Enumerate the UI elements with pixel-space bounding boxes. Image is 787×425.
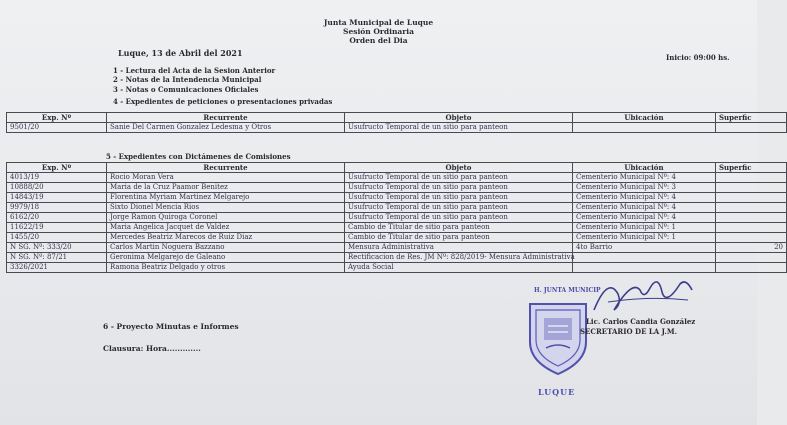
table-row (7, 233, 787, 243)
cell-exp: 9501/20 (7, 123, 107, 133)
col-header-objeto: Objeto (345, 113, 573, 123)
cell-objeto: Cambio de Titular de sitio para panteon (345, 223, 573, 233)
agenda-item-3: 3 - Notas o Comunicaciones Oficiales (113, 85, 259, 94)
cell-objeto: Usufructo Temporal de un sitio para panteon (345, 203, 573, 213)
cell-exp: 11622/19 (7, 223, 107, 233)
cell-objeto: Rectificacion de Res. JM Nº: 828/2019- Mensura Administrativa (345, 253, 573, 263)
table-row (7, 123, 787, 133)
cell-recurrente: Sanie Del Carmen Gonzalez Ledesma y Otros (107, 123, 345, 133)
cell-recurrente: Ramona Beatriz Delgado y otros (107, 263, 345, 273)
table-row (7, 183, 787, 193)
cell-ubicacion: 4to Barrio (573, 243, 716, 253)
cell-exp: 4013/19 (7, 173, 107, 183)
col-header-superficie: Superfic (716, 113, 787, 123)
section-6-title: 6 - Proyecto Minutas e Informes (103, 322, 239, 331)
cell-superficie (716, 253, 787, 263)
cell-recurrente: Sixto Dionel Mencia Rios (107, 203, 345, 213)
table-row (7, 173, 787, 183)
cell-objeto: Usufructo Temporal de un sitio para panteon (345, 193, 573, 203)
col-header-ubicacion: Ubicación (573, 113, 716, 123)
cell-recurrente: Jorge Ramon Quiroga Coronel (107, 213, 345, 223)
cell-superficie (716, 123, 787, 133)
table-row (7, 203, 787, 213)
cell-superficie (716, 213, 787, 223)
cell-superficie (716, 183, 787, 193)
stamp-label: H. JUNTA MUNICIP (534, 287, 601, 294)
cell-ubicacion: Cementerio Municipal Nº: 4 (573, 173, 716, 183)
cell-objeto: Ayuda Social (345, 263, 573, 273)
table-header-row (7, 163, 787, 173)
stamp-city: LUQUE (538, 387, 576, 397)
table-row (7, 213, 787, 223)
cell-ubicacion: Cementerio Municipal Nº: 1 (573, 233, 716, 243)
cell-exp: 6162/20 (7, 213, 107, 223)
header-line-2: Sesión Ordinaria (343, 27, 414, 36)
cell-recurrente: Geronima Melgarejo de Galeano (107, 253, 345, 263)
cell-exp: 9979/18 (7, 203, 107, 213)
section-5-title: 5 - Expedientes con Dictámenes de Comisiones (106, 152, 291, 161)
cell-objeto: Usufructo Temporal de un sitio para panteon (345, 183, 573, 193)
cell-recurrente: Maria Angelica Jacquet de Valdez (107, 223, 345, 233)
cell-exp: 3326/2021 (7, 263, 107, 273)
table-row (7, 193, 787, 203)
table-commission-rulings (6, 162, 787, 273)
col-header-recurrente: Recurrente (107, 163, 345, 173)
cell-superficie: 20 (716, 243, 787, 253)
header-line-1: Junta Municipal de Luque (323, 18, 434, 27)
cell-objeto: Usufructo Temporal de un sitio para panteon (345, 213, 573, 223)
cell-objeto: Mensura Administrativa (345, 243, 573, 253)
col-header-superficie: Superfic (716, 163, 787, 173)
cell-recurrente: Mercedes Beatriz Marecos de Ruiz Diaz (107, 233, 345, 243)
cell-exp: N SG. Nº: 333/20 (7, 243, 107, 253)
table-private-petitions (6, 112, 787, 133)
col-header-exp: Exp. Nº (7, 113, 107, 123)
cell-ubicacion: Cementerio Municipal Nº: 4 (573, 193, 716, 203)
closing-time: Clausura: Hora............. (103, 344, 201, 353)
cell-exp: 10888/20 (7, 183, 107, 193)
cell-recurrente: Florentina Myriam Martinez Melgarejo (107, 193, 345, 203)
cell-superficie (716, 263, 787, 273)
col-header-exp: Exp. Nº (7, 163, 107, 173)
agenda-item-4: 4 - Expedientes de peticiones o presentaciones privadas (113, 97, 333, 106)
col-header-recurrente: Recurrente (107, 113, 345, 123)
cell-superficie (716, 173, 787, 183)
cell-exp: 1455/20 (7, 233, 107, 243)
cell-exp: N SG. Nº: 87/21 (7, 253, 107, 263)
cell-recurrente: Rocio Moran Vera (107, 173, 345, 183)
cell-ubicacion: Cementerio Municipal Nº: 4 (573, 213, 716, 223)
start-time: Inicio: 09:00 hs. (666, 53, 730, 62)
cell-ubicacion: Cementerio Municipal Nº: 4 (573, 203, 716, 213)
cell-ubicacion: Cementerio Municipal Nº: 3 (573, 183, 716, 193)
cell-superficie (716, 203, 787, 213)
table-row (7, 223, 787, 233)
signatory-title: SECRETARIO DE LA J.M. (580, 327, 678, 336)
cell-recurrente: Maria de la Cruz Paamor Benitez (107, 183, 345, 193)
table-row (7, 243, 787, 253)
table-row (7, 253, 787, 263)
cell-ubicacion (573, 253, 716, 263)
cell-objeto: Usufructo Temporal de un sitio para panteon (345, 123, 573, 133)
cell-superficie (716, 233, 787, 243)
agenda-item-1: 1 - Lectura del Acta de la Sesion Anterior (113, 66, 276, 75)
col-header-objeto: Objeto (345, 163, 573, 173)
table-header-row (7, 113, 787, 123)
header-line-3: Orden del Dia (349, 36, 408, 45)
cell-ubicacion: Cementerio Municipal Nº: 1 (573, 223, 716, 233)
cell-exp: 14843/19 (7, 193, 107, 203)
cell-objeto: Usufructo Temporal de un sitio para panteon (345, 173, 573, 183)
cell-recurrente: Carlos Martin Noguera Bazzano (107, 243, 345, 253)
cell-superficie (716, 223, 787, 233)
cell-objeto: Cambio de Titular de sitio para panteon (345, 233, 573, 243)
col-header-ubicacion: Ubicación (573, 163, 716, 173)
cell-ubicacion (573, 123, 716, 133)
signatory-name: Lic. Carlos Candia González (586, 317, 696, 326)
document-date: Luque, 13 de Abril del 2021 (118, 48, 243, 58)
cell-superficie (716, 193, 787, 203)
handwritten-signature-icon (588, 270, 698, 320)
agenda-item-2: 2 - Notas de la Intendencia Municipal (113, 75, 262, 84)
